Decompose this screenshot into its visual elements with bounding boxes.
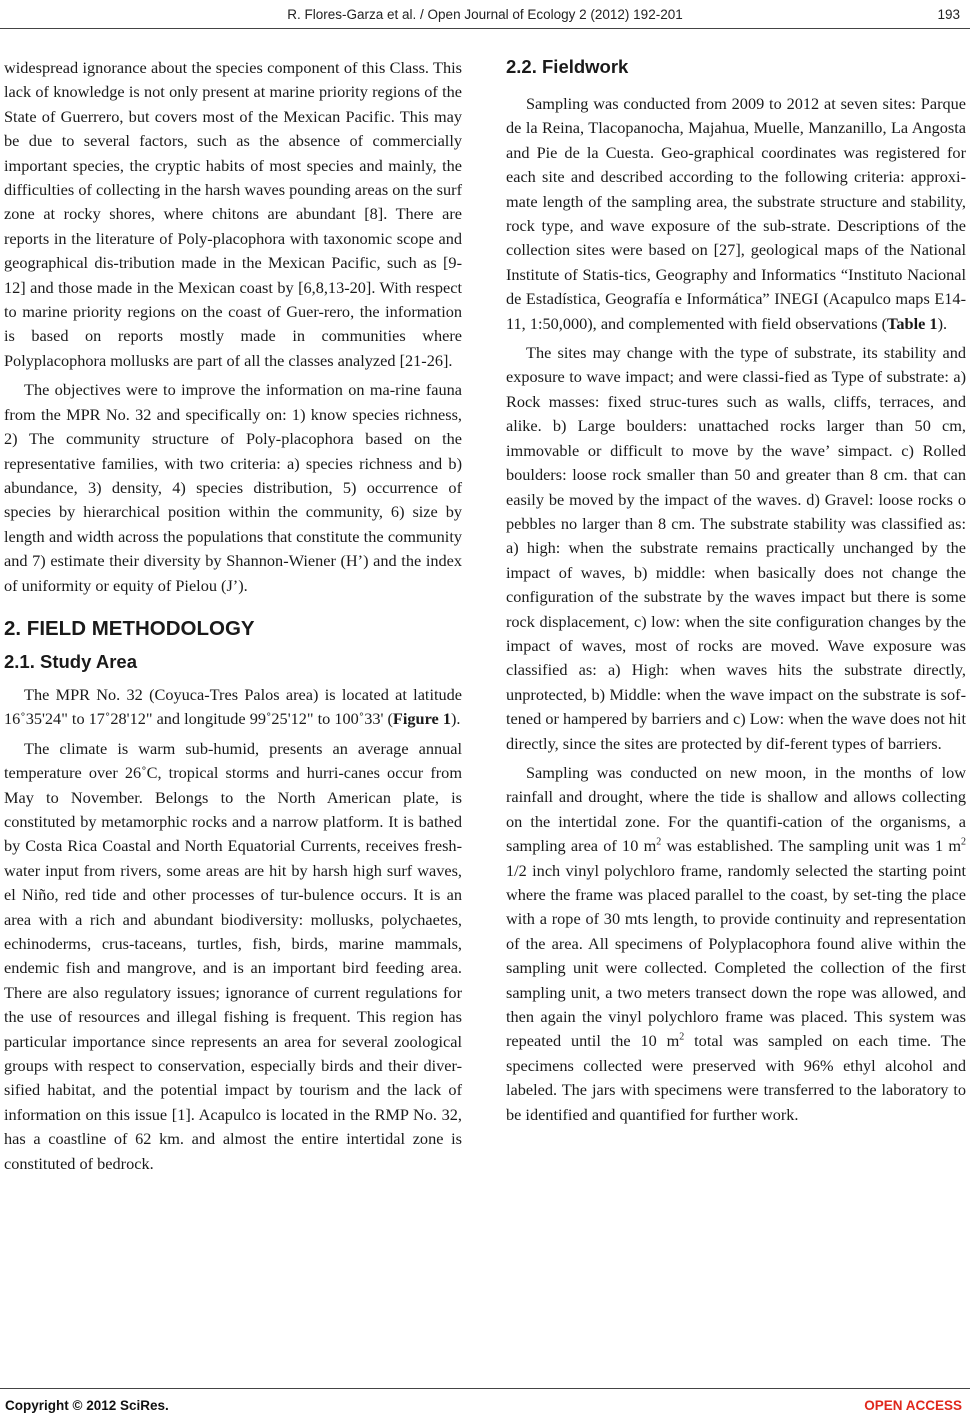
figure-1-reference[interactable]: Figure 1 bbox=[392, 709, 451, 729]
study-area-location-paragraph bbox=[4, 683, 462, 732]
footer-rule bbox=[0, 1388, 970, 1389]
superscript-2: 2 bbox=[679, 1032, 685, 1044]
page-header bbox=[0, 0, 970, 30]
substrate-classification-paragraph: The sites may change with the type of substrate, its stability and exposure to wave impact; and were classi-fied as Type of substrate: a) Rock masses: fixed struc-tures such as walls, cliffs, terraces, and alike. b) Large boulders: unattached rocks larger than 50 cm, immovable or difficult to move by the wave’ simpact. c) Rolled boulders: loose rock smaller than 50 and greater than 8 cm. that can easily be moved by the impact of the waves. d) Gravel: loose rocks o pebbles no larger than 8 cm. The substrate stability was classified as: a) high: when the substrate remains practically unchanged by the impact of waves, b) middle: when basically does not change the configuration of the substrate by the waves impact but there is some rock displacement, c) low: when the site configuration changes by the impact of waves, most of rocks are moved. Wave exposure was classified as: a) High: when waves hits the substrate directly, unprotected, b) Middle: when the wave impact on the substrate is sof-tened or hampered by barriers and c) Low: when the wave does not hit directly, since the sites are protected by dif-ferent types of barriers. bbox=[506, 343, 966, 753]
section-heading-field-methodology: 2. FIELD METHODOLOGY bbox=[4, 616, 255, 640]
superscript-2: 2 bbox=[656, 836, 662, 848]
sampling-procedure-text-a: Sampling was conducted on new moon, in the months of low rainfall and drought, where the tide is shallow and allows collecting on the intertidal zone. For the quantifi-cation of the organisms, a sampling area of 10 m bbox=[506, 762, 966, 856]
superscript-2: 2 bbox=[961, 836, 966, 848]
location-text-end: ). bbox=[450, 709, 461, 729]
sampling-sites-text-end: ). bbox=[937, 313, 948, 333]
sampling-sites-paragraph bbox=[506, 92, 966, 336]
sampling-procedure-text-d: total was sampled on each time. The specimens collected were preserved with 96% ethyl alcohol and labeled. The jars with specimens were transferred to the laboratory to be identified and quantified for further work. bbox=[506, 1031, 966, 1124]
left-column bbox=[4, 56, 462, 1181]
right-column bbox=[506, 56, 966, 1132]
header-rule bbox=[0, 28, 970, 29]
subsection-heading-fieldwork: 2.2. Fieldwork bbox=[506, 56, 629, 77]
page-number: 193 bbox=[937, 7, 960, 22]
climate-paragraph: The climate is warm sub-humid, presents an average annual temperature over 26˚C, tropical storms and hurri-canes occur from May to November. Belongs to the North American plate, is constituted by metamorphic rocks and a narrow platform. It is bathed by Costa Rica Coastal and North Equatorial Currents, receives fresh-water input from rivers, some areas are hit by harsh high surf waves, el Niño, red tide and other processes of tur-bulence occurs. It is an area with a rich and abundant biodiversity: mollusks, polychaetes, echinoderms, crus-taceans, turtles, fish, birds, marine mammals, endemic fish and mangrove, and is an important bird feeding area. There are also regulatory issues; ignorance of current regulations for the use of resources and illegal fishing is frequent. This region has particular importance since represents an area for several zoological groups with respect to conservation, especially birds and their diver-sified habitat, and the potential impact by tourism and the lack of information on this issue [1]. Acapulco is located in the RMP No. 32, has a coastline of 62 km. and almost the entire intertidal zone is constituted of bedrock. bbox=[4, 738, 462, 1173]
copyright-notice: Copyright © 2012 SciRes. bbox=[5, 1398, 169, 1413]
running-head: R. Flores-Garza et al. / Open Journal of Ecology 2 (2012) 192-201 bbox=[287, 7, 683, 22]
open-access-label[interactable]: OPEN ACCESS bbox=[864, 1398, 962, 1413]
objectives-paragraph: The objectives were to improve the information on ma-rine fauna from the MPR No. 32 and specifically on: 1) know species richness, 2) The community structure of Poly-placophora based on the representative families, with two criteria: a) species richness and b) abundance, 3) density, 4) species distribution, 5) occurrence of species by hierarchical position within the community, 6) size by length and width across the populations that constitute the community and 7) estimate their diversity by Shannon-Wiener (H’) and the index of uniformity or equity of Pielou (J’). bbox=[4, 380, 462, 595]
intro-paragraph-continued: widespread ignorance about the species component of this Class. This lack of knowledge is not only present at marine priority regions of the State of Guerrero, but covers most of the Mexican Pacific. This may be due to several factors, such as the absence of commercially important species, the cryptic habits of most species and mainly, the difficulties of collecting in the harsh waves pounding areas on the surf zone at rocky shores, where chitons are abundant [8]. There are reports in the literature of Poly-placophora with taxonomic scope and geographical dis-tribution made in the Mexican Pacific, such as [9-12] and those made in the Mexican coast by [6,8,13-20]. With respect to marine priority regions on the coast of Guer-rero, the information is based on reports mostly made in communities where Polyplacophora mollusks are part of all the classes analyzed [21-26]. bbox=[4, 58, 462, 370]
location-text: The MPR No. 32 (Coyuca-Tres Palos area) is located at latitude 16˚35'24" to 17˚28'12" and longitude 99˚25'12" to 100˚33' ( bbox=[4, 684, 462, 729]
table-1-reference[interactable]: Table 1 bbox=[887, 313, 938, 333]
subsection-heading-study-area: 2.1. Study Area bbox=[4, 650, 137, 672]
sampling-procedure-paragraph bbox=[506, 761, 966, 1127]
sampling-procedure-text-c: 1/2 inch vinyl polychloro frame, randomly selected the starting point where the frame was placed parallel to the coast, by set-ting the place with a rope of 30 mts length, to provide continuity and representation of the area. All specimens of Polyplacophora found alive within the sampling unit were collected. Completed the collection of the first sampling unit, a two meters transect down the rope was allowed, and then again the vinyl polychloro frame was placed. This system was repeated until the 10 m bbox=[506, 860, 966, 1051]
sampling-procedure-text-b: was established. The sampling unit was 1 m bbox=[661, 836, 961, 856]
sampling-sites-text: Sampling was conducted from 2009 to 2012 at seven sites: Parque de la Reina, Tlacopanocha, Majahua, Muelle, Manzanillo, La Angosta and Pie de la Cuesta. Geo-graphical coordinates was registered for each site and described according to the following criteria: approxi-mate length of the sampling area, the substrate structure and stability, rock type, and wave exposure of the sub-strate. Descriptions of the collection sites were based on [27], geological maps of the National Institute of Statis-tics, Geography and Informatics “Instituto Nacional de Estadística, Geografía e Informática” INEGI (Acapulco maps E14-11, 1:50,000), and complemented with field observations ( bbox=[506, 94, 966, 333]
